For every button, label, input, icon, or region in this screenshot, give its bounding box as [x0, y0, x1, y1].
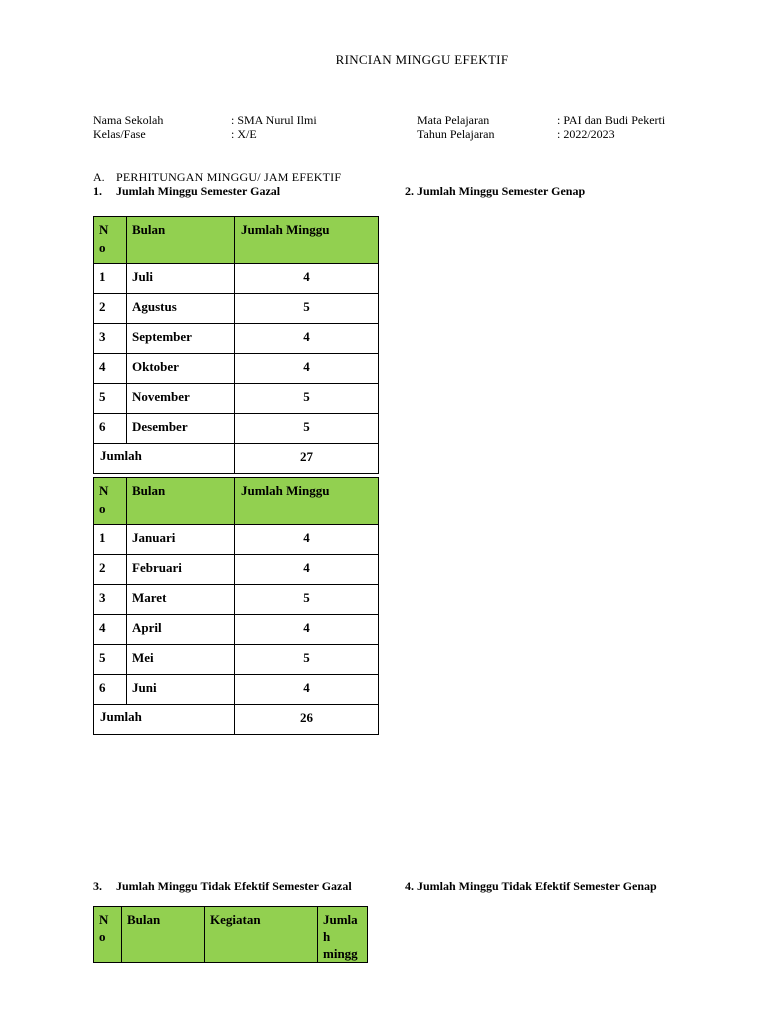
cell-no: 4	[94, 615, 127, 645]
class-label: Kelas/Fase	[93, 127, 146, 141]
total-label: Jumlah	[94, 705, 235, 735]
table-row	[94, 354, 379, 384]
cell-bulan: Oktober	[127, 354, 235, 384]
cell-no: 4	[94, 354, 127, 384]
item2-heading: 2. Jumlah Minggu Semester Genap	[405, 184, 586, 198]
item3-heading: Jumlah Minggu Tidak Efektif Semester Gazal	[116, 879, 352, 893]
cell-no: 1	[94, 264, 127, 294]
cell-no: 3	[94, 324, 127, 354]
header-kegiatan: Kegiatan	[205, 907, 318, 963]
table-row	[94, 645, 379, 675]
total-value: 27	[235, 444, 379, 474]
header-no: N o	[94, 217, 127, 264]
header-no: N o	[94, 478, 127, 525]
cell-no: 5	[94, 645, 127, 675]
year-label: Tahun Pelajaran	[417, 127, 495, 141]
cell-bulan: Januari	[127, 525, 235, 555]
section-a-title: PERHITUNGAN MINGGU/ JAM EFEKTIF	[116, 170, 342, 184]
item3-number: 3.	[93, 879, 102, 893]
cell-jumlah: 4	[235, 354, 379, 384]
cell-no: 2	[94, 555, 127, 585]
header-bulan: Bulan	[122, 907, 205, 963]
table-row	[94, 384, 379, 414]
header-jumlah: Jumlah Minggu	[235, 217, 379, 264]
cell-jumlah: 5	[235, 585, 379, 615]
table-row	[94, 615, 379, 645]
header-bulan: Bulan	[127, 478, 235, 525]
table-row	[94, 525, 379, 555]
header-jumlah: Jumlah Minggu	[235, 478, 379, 525]
total-label: Jumlah	[94, 444, 235, 474]
item4-heading: 4. Jumlah Minggu Tidak Efektif Semester Genap	[405, 879, 657, 893]
subject-value: : PAI dan Budi Pekerti	[557, 113, 666, 127]
table-row	[94, 414, 379, 444]
cell-no: 6	[94, 414, 127, 444]
section-a-marker: A.	[93, 170, 105, 184]
cell-jumlah: 4	[235, 324, 379, 354]
table-row	[94, 585, 379, 615]
school-value: : SMA Nurul Ilmi	[231, 113, 317, 127]
cell-jumlah: 5	[235, 294, 379, 324]
table-minggu-tidak-efektif	[93, 906, 368, 963]
cell-jumlah: 4	[235, 525, 379, 555]
year-value: : 2022/2023	[557, 127, 615, 141]
cell-no: 5	[94, 384, 127, 414]
item1-number: 1.	[93, 184, 102, 198]
header-no: N o	[94, 907, 122, 963]
table-total-row	[94, 444, 379, 474]
school-label: Nama Sekolah	[93, 113, 164, 127]
cell-bulan: September	[127, 324, 235, 354]
table-row	[94, 555, 379, 585]
table-header-row	[94, 217, 379, 264]
cell-no: 6	[94, 675, 127, 705]
cell-no: 1	[94, 525, 127, 555]
table-row	[94, 324, 379, 354]
cell-jumlah: 5	[235, 645, 379, 675]
cell-no: 3	[94, 585, 127, 615]
class-value: : X/E	[231, 127, 257, 141]
cell-bulan: Juni	[127, 675, 235, 705]
header-bulan: Bulan	[127, 217, 235, 264]
table-row	[94, 294, 379, 324]
cell-jumlah: 4	[235, 264, 379, 294]
header-jumlah-minggu: Jumla h mingg	[318, 907, 368, 963]
table-semester-gazal	[93, 216, 379, 474]
cell-bulan: November	[127, 384, 235, 414]
cell-bulan: Februari	[127, 555, 235, 585]
subject-label: Mata Pelajaran	[417, 113, 490, 127]
cell-bulan: Mei	[127, 645, 235, 675]
cell-jumlah: 4	[235, 555, 379, 585]
total-value: 26	[235, 705, 379, 735]
cell-bulan: Maret	[127, 585, 235, 615]
cell-bulan: April	[127, 615, 235, 645]
table-total-row	[94, 705, 379, 735]
cell-bulan: Juli	[127, 264, 235, 294]
table-header-row	[94, 907, 368, 963]
cell-jumlah: 4	[235, 675, 379, 705]
cell-jumlah: 5	[235, 384, 379, 414]
table-row	[94, 675, 379, 705]
cell-bulan: Desember	[127, 414, 235, 444]
table-header-row	[94, 478, 379, 525]
item1-heading: Jumlah Minggu Semester Gazal	[116, 184, 281, 198]
cell-no: 2	[94, 294, 127, 324]
table-row	[94, 264, 379, 294]
cell-jumlah: 4	[235, 615, 379, 645]
cell-jumlah: 5	[235, 414, 379, 444]
table-semester-genap	[93, 477, 379, 735]
cell-bulan: Agustus	[127, 294, 235, 324]
page-title: RINCIAN MINGGU EFEKTIF	[335, 52, 509, 67]
